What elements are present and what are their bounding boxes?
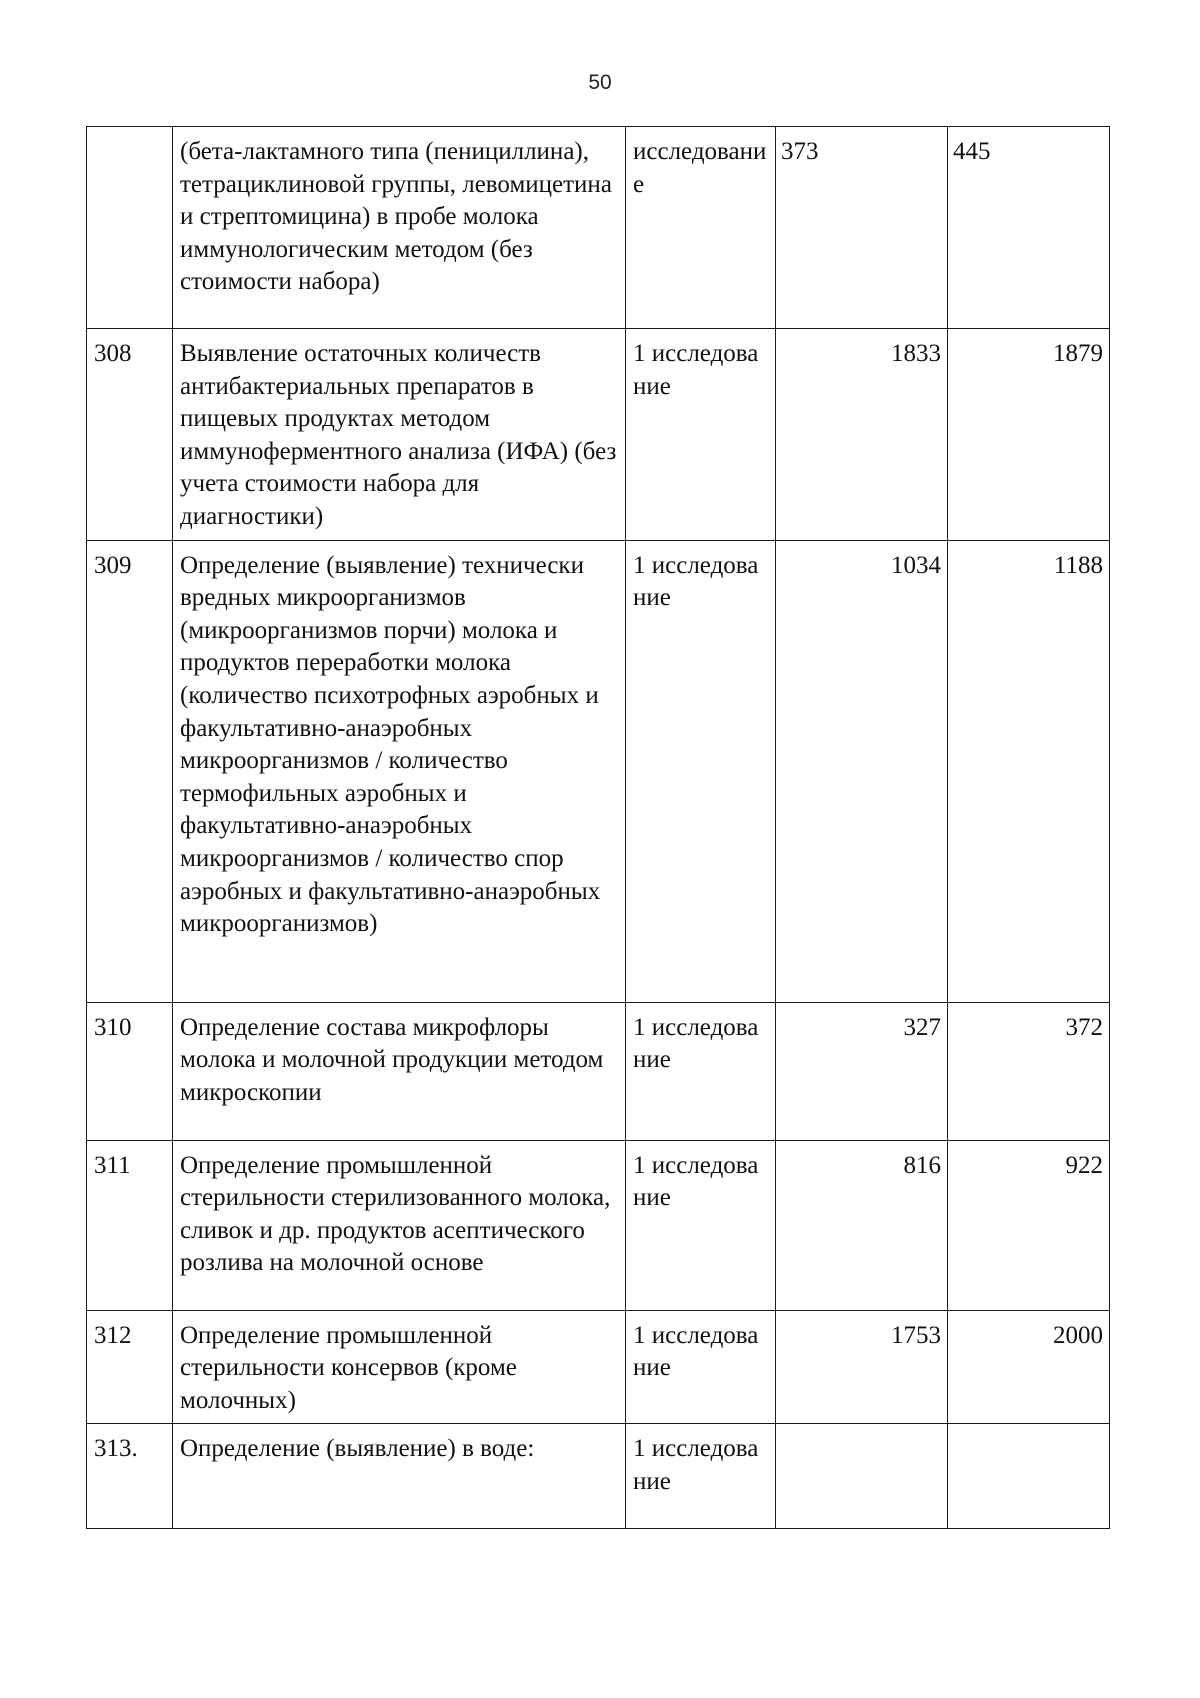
unit-cell: 1 исследование	[626, 1424, 776, 1529]
row-number-cell: 312	[87, 1310, 173, 1424]
price-2-cell: 445	[948, 127, 1110, 329]
table-row	[87, 1140, 1110, 1310]
price-1-cell: 816	[776, 1140, 948, 1310]
service-name-cell: Определение промышленной стерильности стерилизованного молока, сливок и др. продуктов асептического розлива на молочной основе	[173, 1140, 626, 1310]
row-number-cell: 311	[87, 1140, 173, 1310]
row-number-cell: 313.	[87, 1424, 173, 1529]
price-1-cell	[776, 1424, 948, 1529]
table-row	[87, 1310, 1110, 1424]
price-1-cell: 373	[776, 127, 948, 329]
table-row	[87, 540, 1110, 1002]
page-number: 50	[588, 71, 612, 94]
unit-cell: исследование	[626, 127, 776, 329]
service-name-cell: Определение (выявление) технически вредных микроорганизмов (микроорганизмов порчи) молока и продуктов переработки молока (количество психотрофных аэробных и факультативно-анаэробных микроорганизмов / количество термофильных аэробных и факультативно-анаэробных микроорганизмов / количество спор аэробных и факультативно-анаэробных микроорганизмов)	[173, 540, 626, 1002]
price-2-cell: 1879	[948, 329, 1110, 541]
unit-cell: 1 исследование	[626, 329, 776, 541]
service-name-cell: (бета-лактамного типа (пенициллина), тетрациклиновой группы, левомицетина и стрептомицина) в пробе молока иммунологическим методом (без стоимости набора)	[173, 127, 626, 329]
table-row	[87, 1002, 1110, 1140]
price-1-cell: 327	[776, 1002, 948, 1140]
service-name-cell: Выявление остаточных количеств антибактериальных препаратов в пищевых продуктах методом иммуноферментного анализа (ИФА) (без учета стоимости набора для диагностики)	[173, 329, 626, 541]
service-name-cell: Определение промышленной стерильности консервов (кроме молочных)	[173, 1310, 626, 1424]
table-row	[87, 329, 1110, 541]
row-number-cell: 310	[87, 1002, 173, 1140]
unit-cell: 1 исследование	[626, 1002, 776, 1140]
row-number-cell: 308	[87, 329, 173, 541]
service-name-cell: Определение (выявление) в воде:	[173, 1424, 626, 1529]
unit-cell: 1 исследование	[626, 1140, 776, 1310]
price-2-cell: 922	[948, 1140, 1110, 1310]
price-2-cell: 2000	[948, 1310, 1110, 1424]
row-number-cell: 309	[87, 540, 173, 1002]
unit-cell: 1 исследование	[626, 540, 776, 1002]
price-1-cell: 1753	[776, 1310, 948, 1424]
row-number-cell	[87, 127, 173, 329]
table-row	[87, 1424, 1110, 1529]
price-2-cell	[948, 1424, 1110, 1529]
price-2-cell: 372	[948, 1002, 1110, 1140]
service-name-cell: Определение состава микрофлоры молока и молочной продукции методом микроскопии	[173, 1002, 626, 1140]
price-1-cell: 1034	[776, 540, 948, 1002]
table-row	[87, 127, 1110, 329]
price-1-cell: 1833	[776, 329, 948, 541]
price-2-cell: 1188	[948, 540, 1110, 1002]
price-table	[86, 126, 1110, 1529]
unit-cell: 1 исследование	[626, 1310, 776, 1424]
